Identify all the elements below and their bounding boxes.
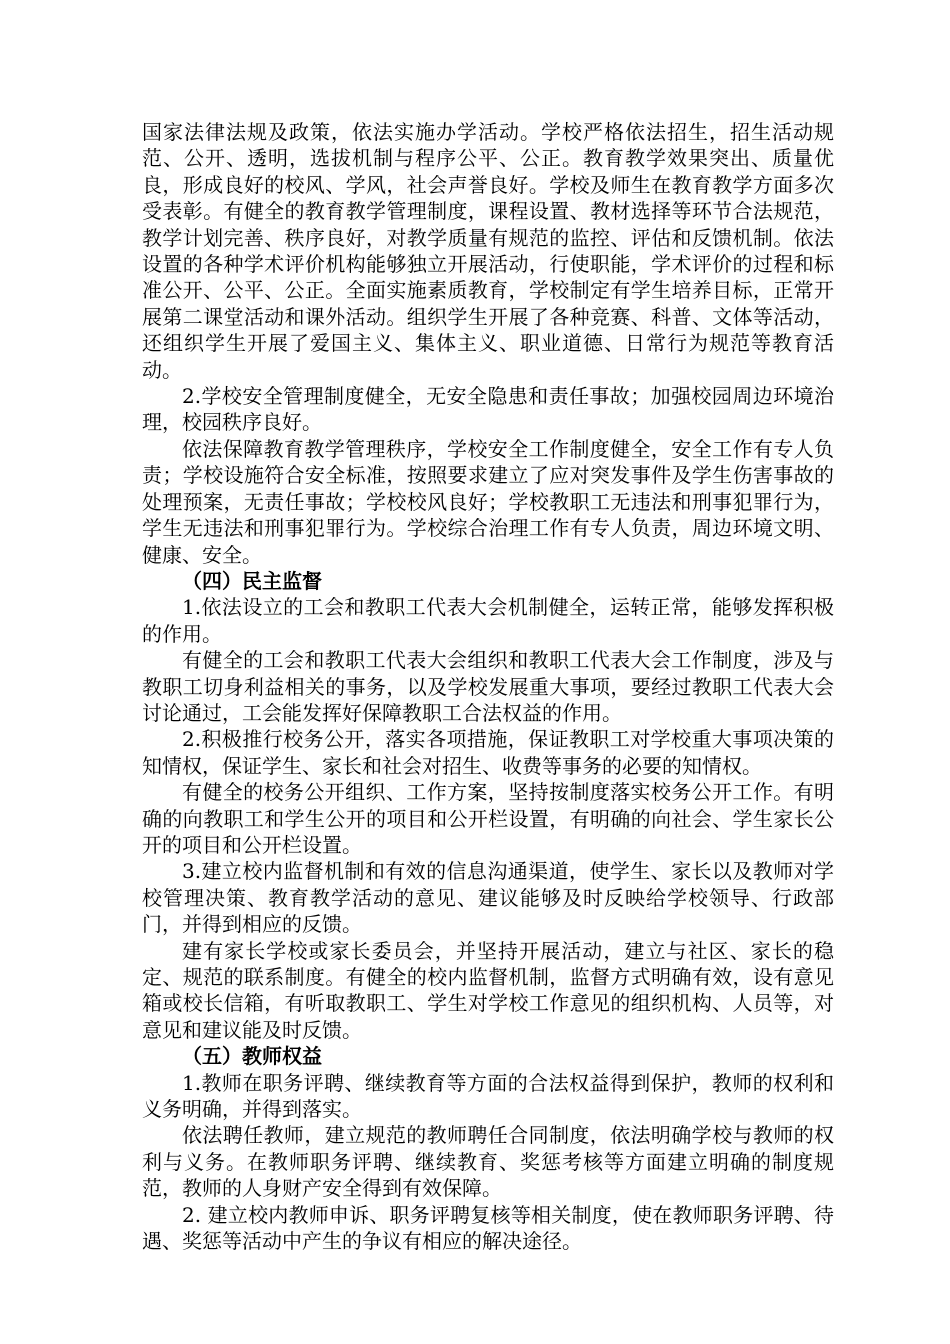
paragraph-teacher-item-1: 1.教师在职务评聘、继续教育等方面的合法权益得到保护，教师的权利和义务明确，并得到落实。 xyxy=(142,1070,834,1122)
paragraph-safety-detail: 依法保障教育教学管理秩序，学校安全工作制度健全，安全工作有专人负责；学校设施符合安全标准，按照要求建立了应对突发事件及学生伤害事故的处理预案，无责任事故；学校校风良好；学校教职工无违法和刑事犯罪行为，学生无违法和刑事犯罪行为。学校综合治理工作有专人负责，周边环境文明、健康、安全。 xyxy=(142,436,834,567)
paragraph-teacher-detail: 依法聘任教师，建立规范的教师聘任合同制度，依法明确学校与教师的权利与义务。在教师职务评聘、继续教育、奖惩考核等方面建立明确的制度规范，教师的人身财产安全得到有效保障。 xyxy=(142,1123,834,1201)
paragraph-supervision-detail: 建有家长学校或家长委员会，并坚持开展活动，建立与社区、家长的稳定、规范的联系制度。有健全的校内监督机制，监督方式明确有效，设有意见箱或校长信箱，有听取教职工、学生对学校工作意见的组织机构、人员等，对意见和建议能及时反馈。 xyxy=(142,938,834,1042)
paragraph-union-item-1: 1.依法设立的工会和教职工代表大会机制健全，运转正常，能够发挥积极的作用。 xyxy=(142,595,834,646)
section-heading-democratic-supervision: （四）民主监督 xyxy=(182,568,322,593)
paragraph-safety-item-2: 2.学校安全管理制度健全，无安全隐患和责任事故；加强校园周边环境治理，校园秩序良好。 xyxy=(142,384,834,435)
paragraph-affairs-item-2: 2.积极推行校务公开，落实各项措施，保证教职工对学校重大事项决策的知情权，保证学生、家长和社会对招生、收费等事务的必要的知情权。 xyxy=(142,727,834,778)
paragraph-union-detail: 有健全的工会和教职工代表大会组织和教职工代表大会工作制度，涉及与教职工切身利益相关的事务，以及学校发展重大事项，要经过教职工代表大会讨论通过，工会能发挥好保障教职工合法权益的作用。 xyxy=(142,648,834,725)
paragraph-supervision-item-3: 3.建立校内监督机制和有效的信息沟通渠道，使学生、家长以及教师对学校管理决策、教育教学活动的意见、建议能够及时反映给学校领导、行政部门，并得到相应的反馈。 xyxy=(142,859,834,937)
paragraph-affairs-detail: 有健全的校务公开组织、工作方案，坚持按制度落实校务公开工作。有明确的向教职工和学生公开的项目和公开栏设置，有明确的向社会、学生家长公开的项目和公开栏设置。 xyxy=(142,780,834,857)
paragraph-school-operations: 国家法律法规及政策，依法实施办学活动。学校严格依法招生，招生活动规范、公开、透明，选拔机制与程序公平、公正。教育教学效果突出、质量优良，形成良好的校风、学风，社会声誉良好。学校及师生在教育教学方面多次受表彰。有健全的教育教学管理制度，课程设置、教材选择等环节合法规范，教学计划完善、秩序良好，对教学质量有规范的监控、评估和反馈机制。依法设置的各种学术评价机构能够独立开展活动，行使职能，学术评价的过程和标准公开、公平、公正。全面实施素质教育，学校制定有学生培养目标，正常开展第二课堂活动和课外活动。组织学生开展了各种竞赛、科普、文体等活动，还组织学生开展了爱国主义、集体主义、职业道德、日常行为规范等教育活动。 xyxy=(142,120,834,382)
document-page xyxy=(142,119,834,1254)
section-heading-teacher-rights: （五）教师权益 xyxy=(182,1044,322,1069)
paragraph-teacher-item-2: 2. 建立校内教师申诉、职务评聘复核等相关制度，使在教师职务评聘、待遇、奖惩等活动中产生的争议有相应的解决途径。 xyxy=(142,1202,834,1254)
